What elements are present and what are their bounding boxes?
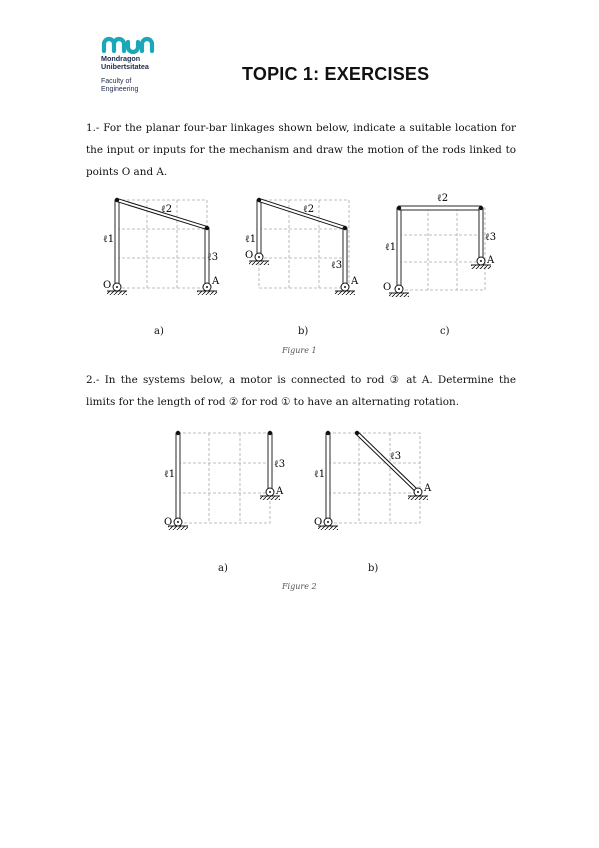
label-l1: ℓ1	[103, 234, 115, 245]
fig1-label-a: a)	[154, 326, 164, 337]
svg-text:ℓ1: ℓ1	[385, 242, 397, 253]
svg-text:O: O	[383, 282, 392, 293]
system-a	[164, 431, 285, 530]
exercise-1-text: 1.- For the planar four-bar linkages shown below, indicate a suitable location for the input or inputs for the mechanism and draw the motion of the rods linked to points O and A.	[86, 122, 516, 178]
logo-name: Mondragon Unibertsitatea	[101, 54, 149, 72]
svg-text:A: A	[424, 483, 432, 494]
figure-2	[150, 425, 450, 540]
svg-text:ℓ2: ℓ2	[437, 193, 449, 204]
svg-text:O: O	[245, 250, 254, 261]
exercise-2-text: 2.- In the systems below, a motor is connected to rod ③ at A. Determine the limits for the length of rod ② for rod ① to have an alternating rotation.	[86, 374, 516, 408]
linkage-b	[245, 198, 359, 295]
label-A: A	[212, 276, 220, 287]
system-b	[314, 431, 432, 530]
logo-faculty: Faculty of Engineering	[101, 78, 139, 94]
fig2-label-b: b)	[368, 563, 379, 574]
figure-1	[95, 190, 515, 305]
svg-text:O: O	[164, 517, 173, 528]
svg-text:A: A	[351, 276, 359, 287]
label-O: O	[103, 280, 112, 291]
svg-text:ℓ3: ℓ3	[390, 451, 402, 462]
svg-text:O: O	[314, 517, 323, 528]
svg-text:ℓ1: ℓ1	[314, 469, 326, 480]
linkage-a	[103, 198, 220, 295]
fig2-label-a: a)	[218, 563, 228, 574]
svg-text:ℓ2: ℓ2	[303, 204, 315, 215]
figure-1-caption: Figure 1	[282, 346, 317, 355]
svg-text:ℓ3: ℓ3	[485, 232, 497, 243]
linkage-c	[383, 193, 496, 297]
svg-text:ℓ3: ℓ3	[331, 260, 343, 271]
figure-2-caption: Figure 2	[282, 582, 317, 591]
svg-text:ℓ1: ℓ1	[245, 234, 257, 245]
svg-text:ℓ1: ℓ1	[164, 469, 176, 480]
fig1-label-b: b)	[298, 326, 309, 337]
fig1-label-c: c)	[440, 326, 450, 337]
label-l3: ℓ3	[207, 252, 219, 263]
svg-text:A: A	[487, 255, 495, 266]
svg-text:A: A	[276, 486, 284, 497]
label-l2: ℓ2	[161, 204, 173, 215]
svg-text:ℓ3: ℓ3	[274, 459, 286, 470]
page-title: TOPIC 1: EXERCISES	[242, 64, 430, 84]
